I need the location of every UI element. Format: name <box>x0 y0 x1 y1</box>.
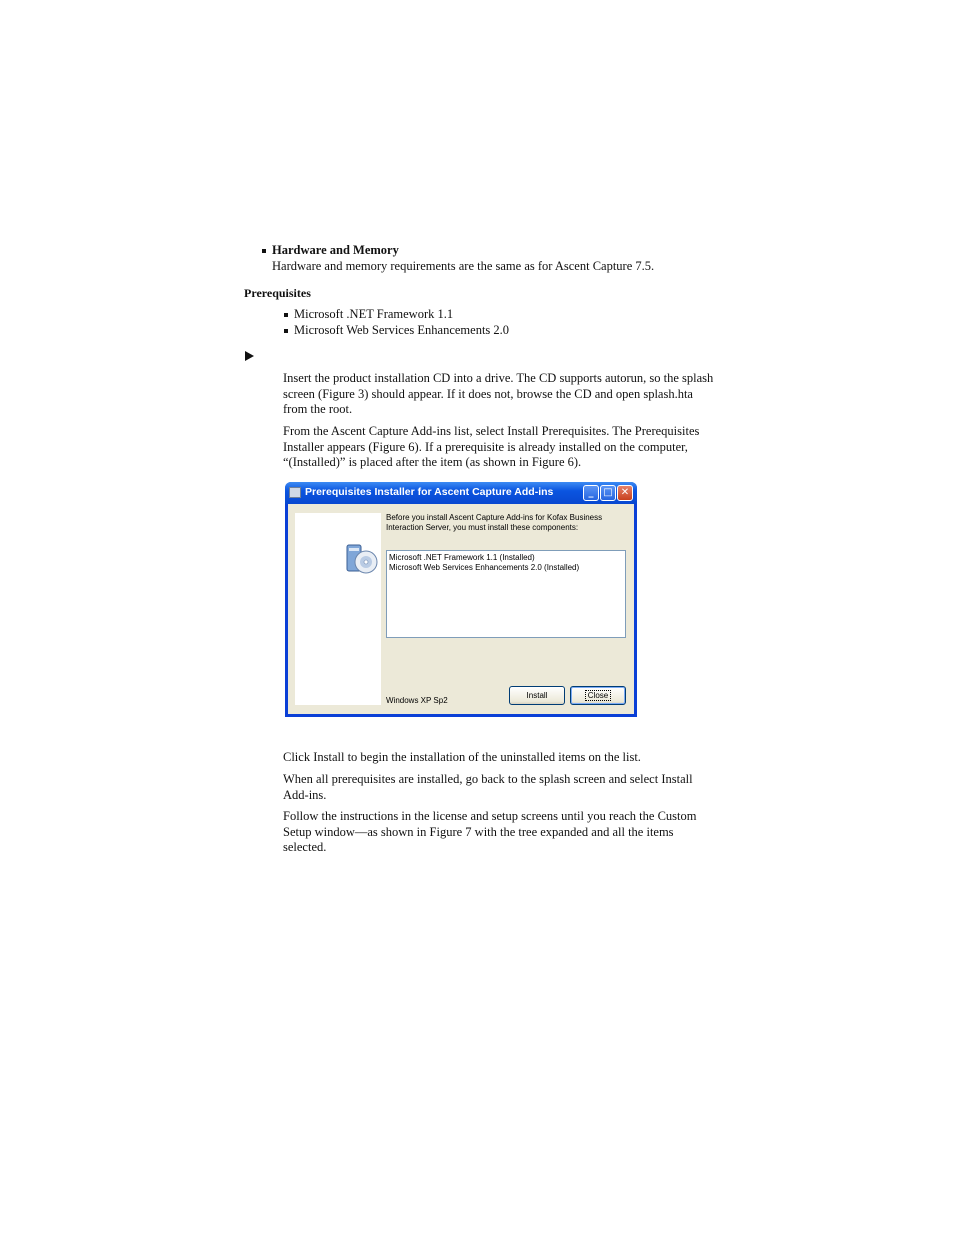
close-button-label: Close <box>587 691 609 700</box>
step-paragraph: Follow the instructions in the license and setup screens until you reach the Custom Setup window—as shown in Figure 7 with the tree expanded and all the items selected. <box>283 809 697 854</box>
minimize-button[interactable] <box>583 485 599 501</box>
dialog-title: Prerequisites Installer for Ascent Capture Add-ins <box>305 486 554 498</box>
step-paragraph: When all prerequisites are installed, go back to the splash screen and select Install Add-ins. <box>283 772 693 802</box>
list-item[interactable]: Microsoft .NET Framework 1.1 (Installed) <box>389 553 535 562</box>
step-paragraph: Insert the product installation CD into a drive. The CD supports autorun, so the splash screen (Figure 3) should appear. If it does not, browse the CD and open splash.hta from the root. <box>283 371 714 416</box>
step-paragraph: From the Ascent Capture Add-ins list, select Install Prerequisites. The Prerequisites Installer appears (Figure 6). If a prerequisite is already installed on the computer, “(Installed)” is placed after the item (as shown in Figure 6). <box>283 424 700 469</box>
components-listbox[interactable] <box>386 550 626 638</box>
hardware-text: Hardware and memory requirements are the same as for Ascent Capture 7.5. <box>272 259 655 273</box>
cd-install-icon <box>345 542 379 576</box>
prerequisite-item: Microsoft Web Services Enhancements 2.0 <box>294 323 510 337</box>
install-button-label: Install <box>526 691 548 700</box>
minimize-icon: _ <box>588 487 594 498</box>
close-button[interactable] <box>570 686 626 705</box>
dialog-titlebar[interactable] <box>285 482 637 504</box>
installer-app-icon <box>289 487 301 498</box>
dialog-side-panel <box>295 513 381 705</box>
procedure-arrow-icon <box>245 351 254 361</box>
bullet <box>262 249 266 253</box>
close-window-button[interactable] <box>617 485 633 501</box>
step-paragraph: Click Install to begin the installation of the uninstalled items on the list. <box>283 750 641 764</box>
maximize-icon: □ <box>603 487 613 498</box>
hardware-heading: Hardware and Memory <box>272 243 399 257</box>
bullet <box>284 329 288 333</box>
close-icon: ✕ <box>620 487 630 498</box>
bullet <box>284 313 288 317</box>
list-item[interactable]: Microsoft Web Services Enhancements 2.0 (Installed) <box>389 563 580 572</box>
dialog-intro-text: Before you install Ascent Capture Add-ins for Kofax Business Interaction Server, you must install these components: <box>386 513 603 532</box>
prerequisite-item: Microsoft .NET Framework 1.1 <box>294 307 454 321</box>
install-button[interactable] <box>509 686 565 705</box>
maximize-button[interactable] <box>600 485 616 501</box>
prerequisites-heading: Prerequisites <box>244 286 311 300</box>
installer-dialog <box>285 482 637 717</box>
dialog-client-area <box>288 504 634 714</box>
os-version-label: Windows XP Sp2 <box>386 696 448 705</box>
